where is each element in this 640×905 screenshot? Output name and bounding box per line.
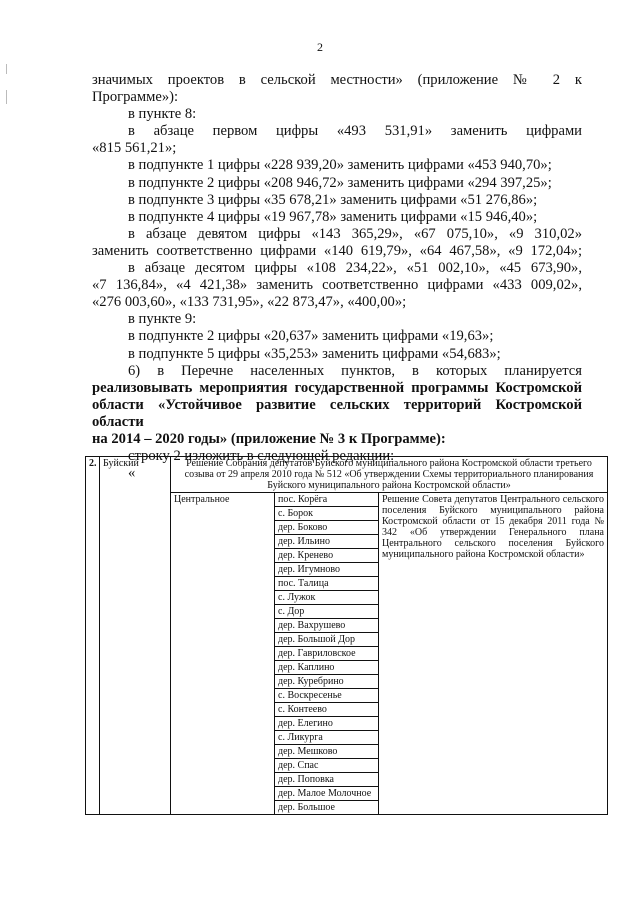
paragraph: в подпункте 2 цифры «208 946,72» заменить цифрами «294 397,25»; (128, 174, 552, 191)
town-item: дер. Гавриловское (275, 647, 378, 661)
paragraph: Программе»): (92, 89, 179, 106)
town-item: дер. Поповка (275, 773, 378, 787)
town-item: дер. Елегино (275, 717, 378, 731)
district-decision-cell: Решение Собрания депутатов Буйского муниципального района Костромской области третьего созыва от 29 апреля 2010 года № 512 «Об утверждении Схемы территориального планирования Буйского муниципального района Костромской области» (171, 457, 608, 493)
town-item: дер. Малое Молочное (275, 787, 378, 801)
town-item: дер. Каплино (275, 661, 378, 675)
opening-quote: « (128, 465, 136, 482)
town-item: с. Борок (275, 507, 378, 521)
paragraph: в подпункте 3 цифры «35 678,21» заменить цифрами «51 276,86»; (128, 191, 538, 208)
town-item: дер. Спас (275, 759, 378, 773)
town-item: дер. Мешково (275, 745, 378, 759)
town-item: дер. Ильино (275, 535, 378, 549)
town-item: с. Контеево (275, 703, 378, 717)
paragraph: заменить соответственно цифрами «140 619,79», «64 467,58», «9 172,04»; (92, 242, 582, 259)
settlements-table (85, 456, 608, 815)
town-item: дер. Боково (275, 521, 378, 535)
town-item: дер. Игумново (275, 563, 378, 577)
paragraph: в абзаце первом цифры «493 531,91» заменить цифрами (128, 123, 582, 140)
scan-mark-top (6, 64, 7, 74)
settlements-table-wrapper (85, 456, 608, 815)
town-item: дер. Куребрино (275, 675, 378, 689)
towns-list-cell (275, 493, 379, 815)
paragraph: в подпункте 5 цифры «35,253» заменить цифрами «54,683»; (128, 345, 501, 362)
paragraph: «7 136,84», «4 421,38» заменить соответственно цифрами «433 009,02», (92, 277, 582, 294)
paragraph: в абзаце десятом цифры «108 234,22», «51 002,10», «45 673,90», (128, 260, 582, 277)
town-item: дер. Кренево (275, 549, 378, 563)
district-cell: Буйский (100, 457, 171, 815)
paragraph: «276 003,60», «133 731,95», «22 873,47», «400,00»; (92, 294, 407, 311)
town-item: дер. Большое (278, 802, 335, 813)
paragraph: в пункте 9: (128, 311, 197, 328)
page-number: 2 (317, 40, 323, 54)
town-item: с. Дор (275, 605, 378, 619)
town-item: пос. Корёга (275, 493, 378, 507)
settlement-cell: Центральное (171, 493, 275, 815)
table-row (86, 457, 608, 493)
paragraph: в подпункте 4 цифры «19 967,78» заменить цифрами «15 946,40»; (128, 208, 538, 225)
scan-mark-bottom (6, 90, 7, 104)
settlement-decision-cell: Решение Совета депутатов Центрального сельского поселения Буйского муниципального района Костромской области от 15 декабря 2011 года № 342 «Об утверждении Генерального плана Центрального сельского поселения Буйского муниципального района Костромской области» (379, 493, 608, 815)
row-number-cell: 2. (86, 457, 100, 815)
town-item: дер. Вахрушево (275, 619, 378, 633)
paragraph: «815 561,21»; (92, 140, 177, 157)
paragraph: в подпункте 2 цифры «20,637» заменить цифрами «19,63»; (128, 328, 494, 345)
paragraph: в абзаце девятом цифры «143 365,29», «67 075,10», «9 310,02» (128, 225, 582, 242)
paragraph: на 2014 – 2020 годы» (приложение № 3 к Программе): (92, 430, 446, 447)
town-item: с. Воскресенье (275, 689, 378, 703)
town-item: с. Ликурга (275, 731, 378, 745)
paragraph: в пункте 8: (128, 106, 197, 123)
town-item: пос. Талица (275, 577, 378, 591)
paragraph: в подпункте 1 цифры «228 939,20» заменить цифрами «453 940,70»; (128, 157, 552, 174)
town-item: дер. Большой Дор (275, 633, 378, 647)
paragraph: 6) в Перечне населенных пунктов, в которых планируется (128, 362, 582, 379)
paragraph: значимых проектов в сельской местности» (приложение № 2 к (92, 72, 582, 88)
document-body (92, 72, 582, 482)
town-item: с. Лужок (275, 591, 378, 605)
paragraph: области «Устойчивое развитие сельских территорий Костромской области (92, 396, 582, 430)
paragraph: строку 2 изложить в следующей редакции: (128, 448, 395, 465)
paragraph: реализовывать мероприятия государственной программы Костромской (92, 379, 582, 396)
